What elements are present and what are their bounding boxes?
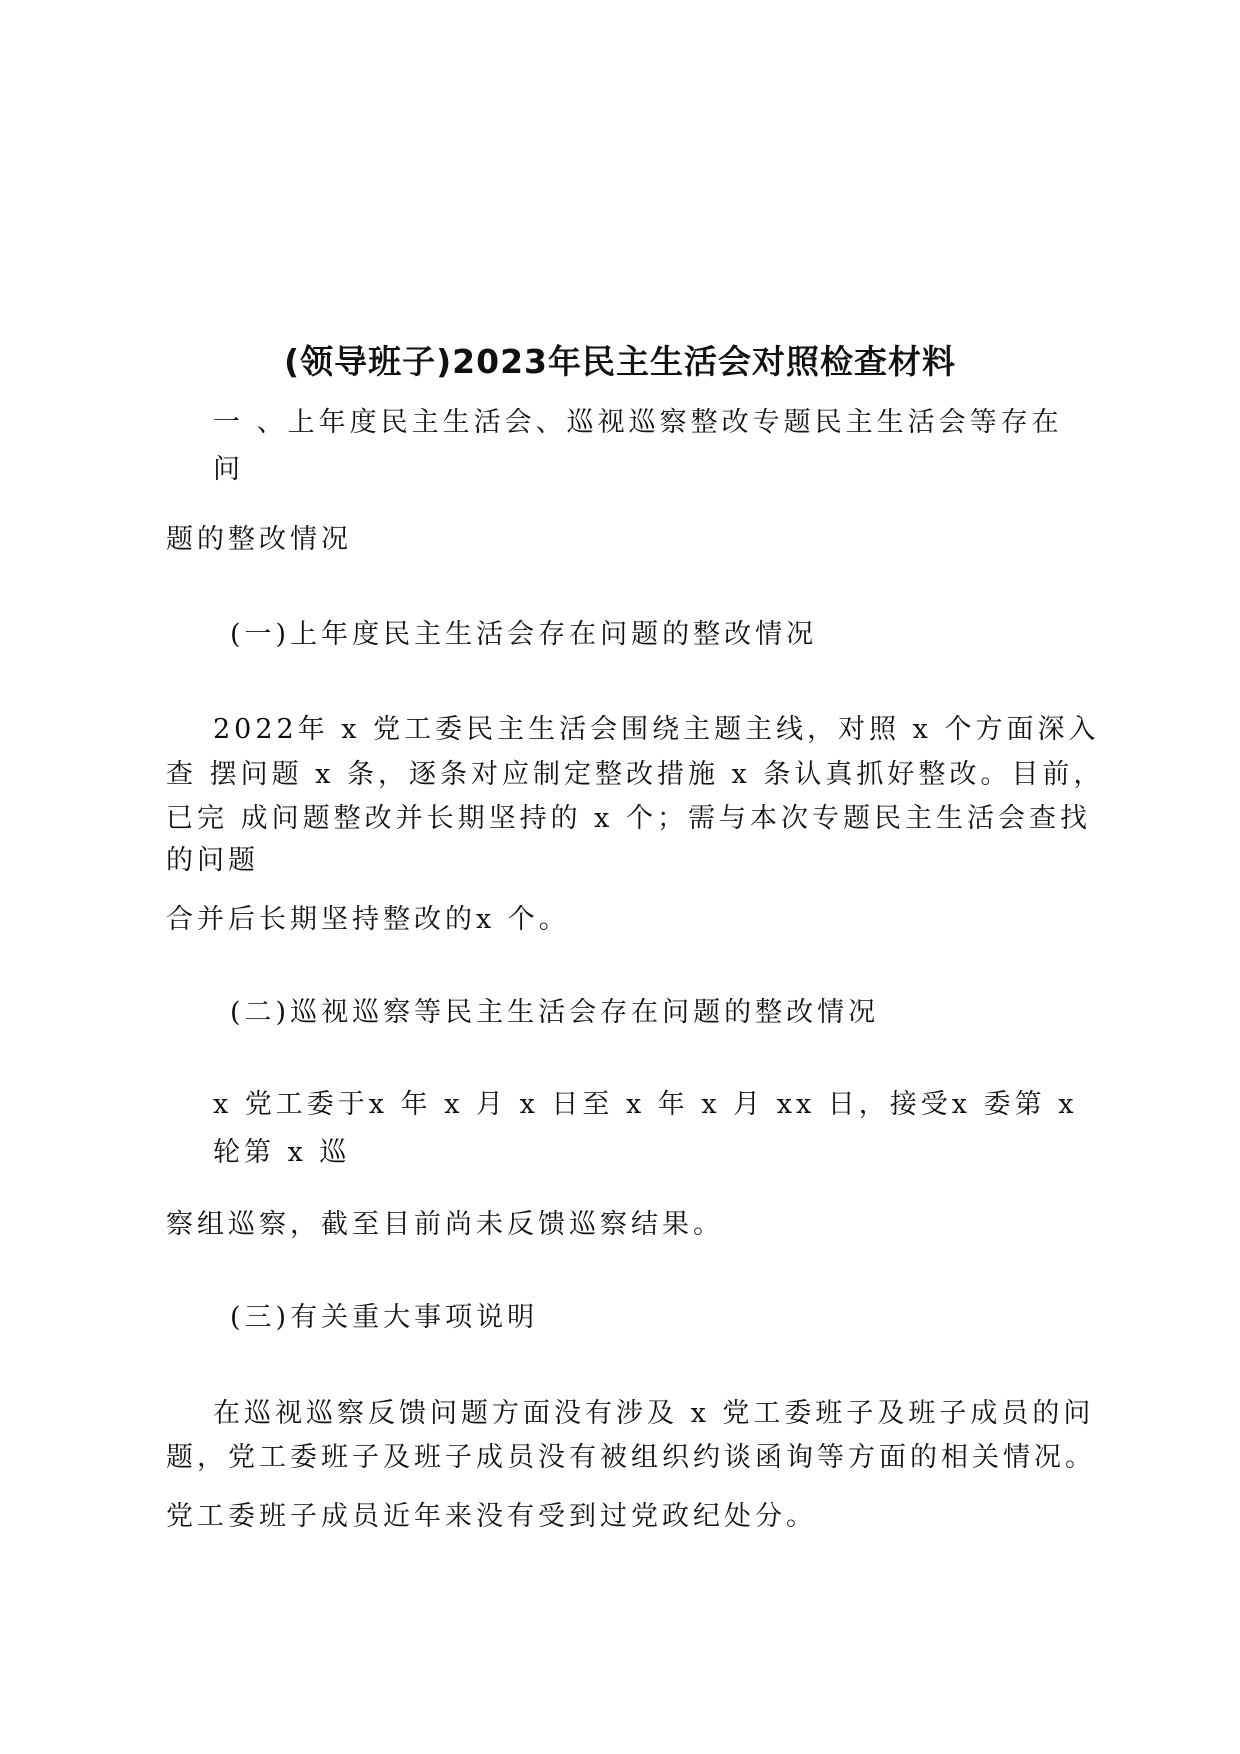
section-heading-line: 问 xyxy=(213,454,244,485)
section-heading-line: 题的整改情况 xyxy=(166,524,352,555)
paragraph-line: 在巡视巡察反馈问题方面没有涉及 x 党工委班子及班子成员的问 xyxy=(213,1398,1095,1429)
document-title: (领导班子)2023年民主生活会对照检查材料 xyxy=(283,342,956,381)
paragraph-line: 轮第 x 巡 xyxy=(213,1137,351,1168)
paragraph-line: 已完 成问题整改并长期坚持的 x 个；需与本次专题民主生活会查找 xyxy=(166,803,1091,834)
subsection-heading: (三)有关重大事项说明 xyxy=(230,1302,539,1333)
paragraph-line: 题，党工委班子及班子成员没有被组织约谈函询等方面的相关情况。 xyxy=(166,1442,1096,1473)
paragraph-line: x 党工委于x 年 x 月 x 日至 x 年 x 月 xx 日，接受x 委第 x xyxy=(213,1089,1078,1120)
paragraph-line: 党工委班子成员近年来没有受到过党政纪处分。 xyxy=(166,1501,817,1532)
subsection-heading: (二)巡视巡察等民主生活会存在问题的整改情况 xyxy=(230,997,880,1028)
subsection-heading: (一)上年度民主生活会存在问题的整改情况 xyxy=(230,619,818,650)
paragraph-line: 的问题 xyxy=(166,845,259,876)
paragraph-line: 合并后长期坚持整改的x 个。 xyxy=(166,904,570,935)
section-heading-line: 一 、上年度民主生活会、巡视巡察整改专题民主生活会等存在 xyxy=(213,407,1063,438)
paragraph-line: 查 摆问题 x 条，逐条对应制定整改措施 x 条认真抓好整改。目前， xyxy=(166,759,1105,790)
paragraph-line: 察组巡察，截至目前尚未反馈巡察结果。 xyxy=(166,1209,724,1240)
paragraph-line: 2022年 x 党工委民主生活会围绕主题主线，对照 x 个方面深入 xyxy=(213,714,1100,745)
